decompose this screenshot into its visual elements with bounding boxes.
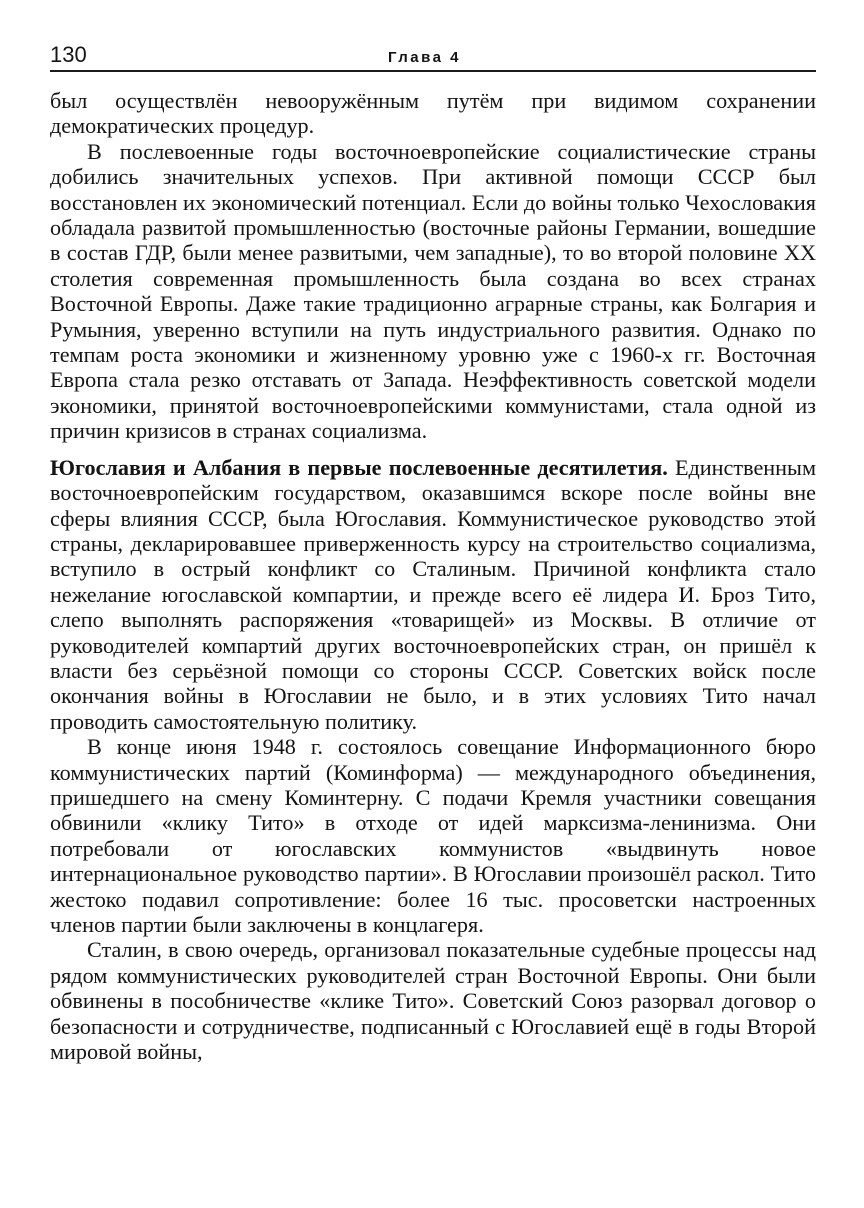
paragraph-3-body: Единственным восточноевропейским государством, оказавшимся вскоре после войны вне сферы влияния СССР, была Югославия. Коммунистическое руководство этой страны, декларировавшее приверженность курсу на строительство социализма, вступило в острый конфликт со Сталиным. Причиной конфликта стало нежелание югославской компартии, и прежде всего её лидера И. Броз Тито, слепо выполнять распоряжения «товарищей» из Москвы. В отличие от руководителей компартий других восточноевропейских стран, он пришёл к власти без серьёзной помощи со стороны СССР. Советских войск после окончания войны в Югославии не было, и в этих условиях Тито начал проводить самостоятельную политику. [50, 454, 816, 734]
paragraph-1: был осуществлён невооружённым путём при видимом сохранении демократических процедур. [50, 88, 816, 139]
body-text [50, 88, 816, 1064]
running-header [50, 40, 816, 72]
chapter-title: Глава 4 [388, 49, 462, 66]
paragraph-5: Сталин, в свою очередь, организовал показательные судебные процессы над рядом коммунистических руководителей стран Восточной Европы. Они были обвинены в пособничестве «клике Тито». Советский Союз разорвал договор о безопасности и сотрудничестве, подписанный с Югославией ещё в годы Второй мировой войны, [50, 937, 816, 1065]
paragraph-3 [50, 455, 816, 734]
paragraph-2: В послевоенные годы восточноевропейские социалистические страны добились значительных успехов. При активной помощи СССР был восстановлен их экономический потенциал. Если до войны только Чехословакия обладала развитой промышленностью (восточные районы Германии, вошедшие в состав ГДР, были менее развитыми, чем западные), то во второй половине XX столетия современная промышленность была создана во всех странах Восточной Европы. Даже такие традиционно аграрные страны, как Болгария и Румыния, уверенно вступили на путь индустриального развития. Однако по темпам роста экономики и жизненному уровню уже с 1960-х гг. Восточная Европа стала резко отставать от Запада. Неэффективность советской модели экономики, принятой восточноевропейскими коммунистами, стала одной из причин кризисов в странах социализма. [50, 138, 816, 444]
section-heading: Югославия и Албания в первые послевоенные десятилетия. [50, 454, 668, 480]
paragraph-4: В конце июня 1948 г. состоялось совещание Информационного бюро коммунистических партий (Коминформа) — международного объединения, пришедшего на смену Коминтерну. С подачи Кремля участники совещания обвинили «клику Тито» в отходе от идей марксизма-ленинизма. Они потребовали от югославских коммунистов «выдвинуть новое интернациональное руководство партии». В Югославии произошёл раскол. Тито жестоко подавил сопротивление: более 16 тыс. просоветски настроенных членов партии были заключены в концлагеря. [50, 734, 816, 937]
page-number: 130 [50, 42, 87, 67]
